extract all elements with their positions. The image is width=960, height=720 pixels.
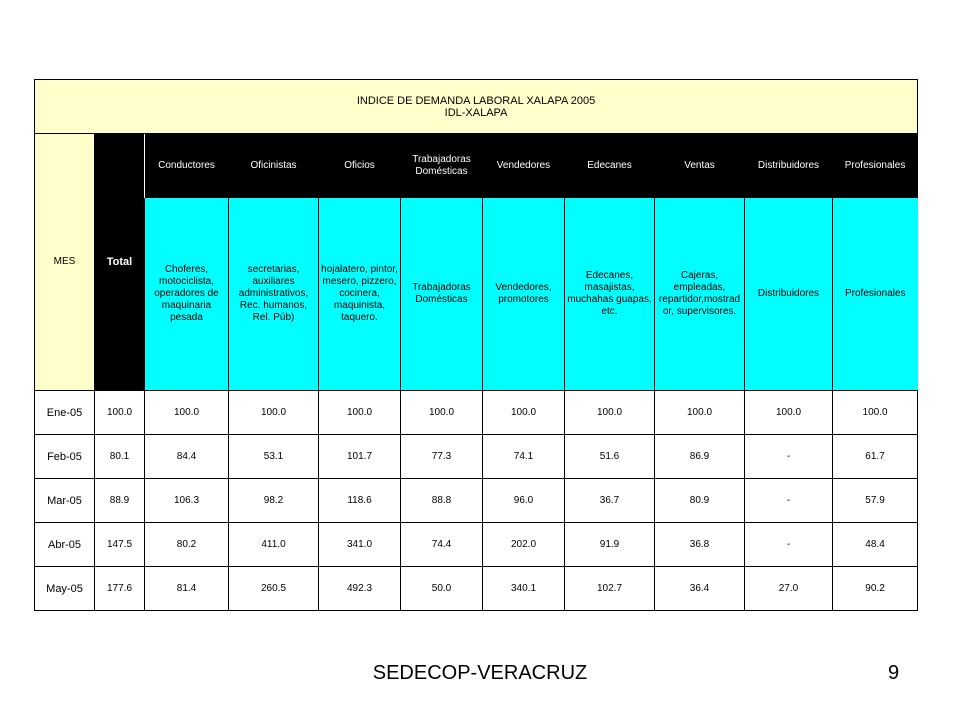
table-cell: 100.0	[145, 391, 229, 435]
table-cell: 100.0	[229, 391, 319, 435]
column-description: Trabajadoras Domésticas	[401, 198, 483, 391]
demand-index-table	[34, 79, 918, 611]
table-cell: 492.3	[319, 567, 401, 611]
column-description: Distribuidores	[745, 198, 833, 391]
table-cell: 90.2	[833, 567, 918, 611]
table-cell: 80.9	[655, 479, 745, 523]
table-cell: 86.9	[655, 435, 745, 479]
table-cell: 81.4	[145, 567, 229, 611]
table-cell: 100.0	[565, 391, 655, 435]
table-cell: 27.0	[745, 567, 833, 611]
column-header: Oficios	[319, 134, 401, 199]
table-cell: 61.7	[833, 435, 918, 479]
month-label: Mar-05	[35, 479, 95, 523]
table-cell: 100.0	[319, 391, 401, 435]
footer-text: SEDECOP-VERACRUZ	[372, 662, 588, 684]
table-cell: 36.4	[655, 567, 745, 611]
total-value: 147.5	[95, 523, 145, 567]
total-value: 80.1	[95, 435, 145, 479]
table-cell: 57.9	[833, 479, 918, 523]
table-cell: 101.7	[319, 435, 401, 479]
column-description: hojalatero, pintor, mesero, pizzero, cocinera, maquinista, taquero.	[319, 198, 401, 391]
column-description: secretarias, auxiliares administrativos, Rec. humanos, Rel. Púb)	[229, 198, 319, 391]
table-cell: 100.0	[833, 391, 918, 435]
table-cell: -	[745, 435, 833, 479]
table-cell: 36.8	[655, 523, 745, 567]
table-cell: 80.2	[145, 523, 229, 567]
title-line-1: INDICE DE DEMANDA LABORAL XALAPA 2005	[356, 94, 596, 107]
table-cell: 51.6	[565, 435, 655, 479]
table-cell: 74.1	[483, 435, 565, 479]
table-cell: 118.6	[319, 479, 401, 523]
column-description: Choferes, motociclista, operadores de maquinaria pesada	[145, 198, 229, 391]
table-cell: 260.5	[229, 567, 319, 611]
column-header: Conductores	[145, 134, 229, 199]
column-header: Ventas	[655, 134, 745, 199]
table-cell: 411.0	[229, 523, 319, 567]
table-row	[35, 523, 918, 567]
table-cell: 341.0	[319, 523, 401, 567]
column-header: Trabajadoras Domésticas	[401, 134, 483, 199]
month-label: Ene-05	[35, 391, 95, 435]
table-cell: 340.1	[483, 567, 565, 611]
total-value: 100.0	[95, 391, 145, 435]
table-cell: 74.4	[401, 523, 483, 567]
table-cell: 48.4	[833, 523, 918, 567]
total-value: 88.9	[95, 479, 145, 523]
table-cell: 88.8	[401, 479, 483, 523]
table-cell: 202.0	[483, 523, 565, 567]
total-value: 177.6	[95, 567, 145, 611]
column-header-row	[35, 134, 918, 199]
column-header: Oficinistas	[229, 134, 319, 199]
table-cell: 50.0	[401, 567, 483, 611]
column-description: Profesionales	[833, 198, 918, 391]
table-row	[35, 435, 918, 479]
table-cell: 100.0	[655, 391, 745, 435]
table-cell: 100.0	[483, 391, 565, 435]
table-cell: 96.0	[483, 479, 565, 523]
table-cell: 102.7	[565, 567, 655, 611]
column-header: Profesionales	[833, 134, 918, 199]
table-cell: 98.2	[229, 479, 319, 523]
column-description: Cajeras, empleadas, repartidor,mostrador, supervisores.	[655, 198, 745, 391]
table-cell: -	[745, 479, 833, 523]
table-cell: 53.1	[229, 435, 319, 479]
table-cell: 91.9	[565, 523, 655, 567]
table-cell: 77.3	[401, 435, 483, 479]
table-cell: 106.3	[145, 479, 229, 523]
table-cell: 100.0	[745, 391, 833, 435]
table-row	[35, 567, 918, 611]
column-description: Vendedores, promotores	[483, 198, 565, 391]
table-row	[35, 391, 918, 435]
table-row	[35, 479, 918, 523]
month-label: May-05	[35, 567, 95, 611]
table-cell: 100.0	[401, 391, 483, 435]
column-header: Edecanes	[565, 134, 655, 199]
month-label: Abr-05	[35, 523, 95, 567]
column-description: Edecanes, masajistas, muchahas guapas, etc.	[565, 198, 655, 391]
month-label: Feb-05	[35, 435, 95, 479]
total-header: Total	[95, 134, 145, 391]
table-title	[35, 80, 918, 134]
column-description-row	[35, 198, 918, 391]
title-line-2: IDL-XALAPA	[444, 106, 508, 119]
table-cell: 36.7	[565, 479, 655, 523]
column-header: Vendedores	[483, 134, 565, 199]
table-cell: -	[745, 523, 833, 567]
table-cell: 84.4	[145, 435, 229, 479]
column-header: Distribuidores	[745, 134, 833, 199]
mes-header: MES	[35, 134, 95, 391]
page-number: 9	[888, 662, 900, 684]
